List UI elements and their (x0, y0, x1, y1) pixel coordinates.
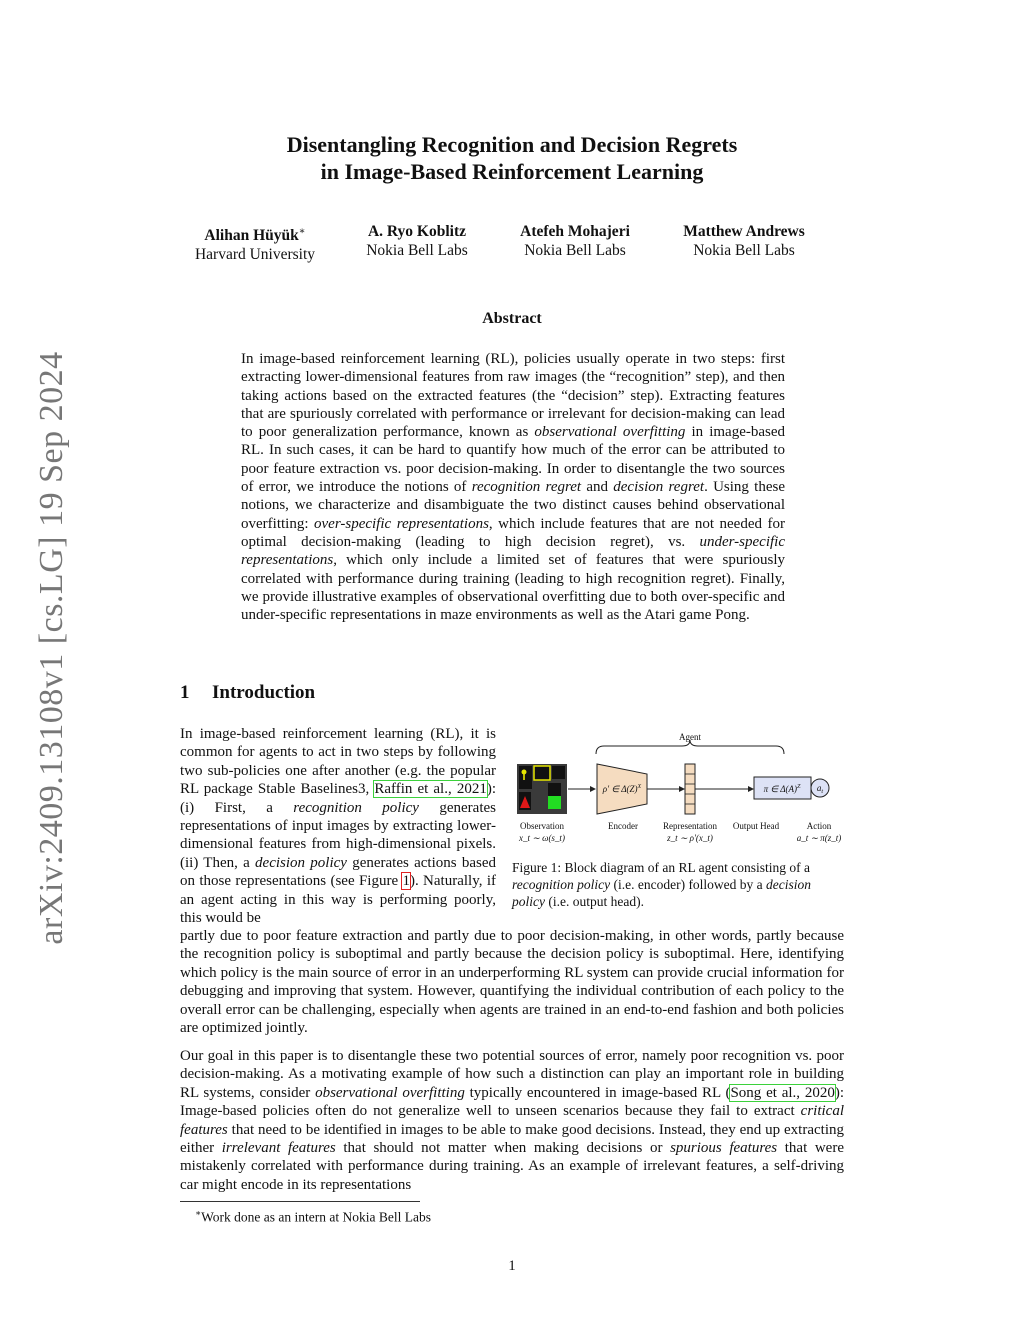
author-block-4 (666, 222, 822, 260)
label-observation: Observation (520, 821, 564, 831)
footnote-rule (180, 1201, 420, 1202)
citation-link[interactable]: Raffin et al., 2021 (374, 781, 487, 798)
citation-link[interactable]: Song et al., 2020 (730, 1084, 835, 1101)
author-affiliation: Nokia Bell Labs (366, 242, 468, 259)
author-name: Matthew Andrews (683, 223, 805, 240)
label-output-head: Output Head (732, 821, 780, 831)
footnote: ∗Work done as an intern at Nokia Bell Labs (195, 1208, 431, 1225)
intro-paragraph-2: Our goal in this paper is to disentangle these two potential sources of error, namely poor recognition vs. poor decision-making. As a motivating example of how such a distinction can play an important role in building RL systems, consider observational overfitting typically encountered in image-based RL (Song et al., 2020): Image-based policies often do not generalize well to unseen scenarios because they fail to extract critical features that need to be identified in images to be able to make good decisions. Instead, they end up extracting either irrelevant features that should not matter when making decisions or spurious features that were mistakenly correlated with performance during training. As an example of irrelevant features, a self-driving car might encode in its representations (180, 1048, 844, 1193)
author-name: Atefeh Mohajeri (520, 223, 630, 240)
sublabel-action: a_t ∼ π(z_t) (796, 833, 842, 843)
action-node-label: $a_t$ (816, 783, 824, 795)
page-number: 1 (508, 1258, 516, 1274)
section-heading (180, 682, 315, 704)
agent-brace (596, 740, 784, 754)
figure-1-caption: Figure 1: Block diagram of an RL agent consisting of a recognition policy (i.e. encoder) followed by a decision policy (i.e. output head). (512, 860, 812, 909)
author-block-3 (504, 222, 646, 260)
abstract-body: In image-based reinforcement learning (RL), policies usually operate in two steps: first extracting lower-dimensional features from raw images (the “recognition” step), and then taking actions based on the extracted features (the “decision” step). Extracting features that are spuriously correlated with performance or irrelevant for decision-making can lead to poor generalization performance, known as observational overfitting in image-based RL. In such cases, it can be hard to quantify how much of the error can be attributed to poor feature extraction vs. poor decision-making. In order to disentangle the two sources of error, we introduce the notions of recognition regret and decision regret. Using these notions, we characterize and disambiguate the two distinct causes behind observational overfitting: over-specific representations, which include features that are not needed for optimal decision-making (leading to high decision regret), vs. under-specific representations, which only include a limited set of features that were spuriously correlated with performance during training (leading to high recognition regret). Finally, we provide illustrative examples of observational overfitting due to both over-specific and under-specific representations in maze environments as well as the Atari game Pong. (241, 351, 785, 624)
title-line-2: in Image-Based Reinforcement Learning (320, 159, 704, 184)
intro-paragraph-1-continued: partly due to poor feature extraction and partly due to poor decision-making, in other words, partly because the recognition policy is suboptimal and partly because the decision policy is suboptimal. Here, identifying which policy is the main source of error in an underperforming RL system can provide crucial information for debugging and improving that system. However, quantifying the individual contribution of each policy to the overall error can be challenging, especially when agents are trained in an end-to-end fashion and both policies are optimized jointly. (180, 928, 844, 1037)
encoder-math: ρ′ ∈ $\Delta(Z)^X$ (602, 784, 642, 794)
author-affiliation: Nokia Bell Labs (693, 242, 795, 259)
arxiv-sidebar-stamp (33, 350, 70, 945)
intro-paragraph-1: In image-based reinforcement learning (RL), it is common for agents to act in two steps by following two sub-policies one after another (e.g. the popular RL package Stable Baselines3, Raffin et al., 2021): (i) First, a recognition policy generates representations of input images by extracting lower-dimensional features from high-dimensional pixels. (ii) Then, a decision policy generates actions based on those representations (see Figure 1). Naturally, if an agent acting in this way is performing poorly, this would be (180, 726, 496, 927)
observation-maze-image (517, 764, 567, 814)
title-line-1: Disentangling Recognition and Decision Regrets (286, 132, 738, 157)
figure-ref-link[interactable]: 1 (402, 873, 410, 890)
sublabel-observation: x_t ∼ ω(s_t) (519, 833, 565, 843)
sublabel-representation: z_t ∼ ρ′(x_t) (667, 833, 713, 843)
author-affiliation: Nokia Bell Labs (524, 242, 626, 259)
head-math: π ∈ $\Delta(A)^Z$ (763, 784, 801, 794)
label-representation: Representation (663, 821, 717, 831)
arxiv-id: arXiv:2409.13108v1 [cs.LG] 19 Sep 2024 (33, 350, 70, 945)
label-encoder: Encoder (608, 821, 638, 831)
abstract-heading: Abstract (482, 310, 542, 327)
author-block-1 (178, 222, 332, 264)
section-number: 1 (180, 682, 190, 703)
label-action: Action (806, 821, 832, 831)
block-diagram-svg (510, 728, 844, 850)
author-name: A. Ryo Koblitz (367, 223, 467, 240)
section-title: Introduction (212, 682, 316, 703)
author-name: Alihan Hüyük (204, 227, 299, 245)
representation-vector (685, 764, 695, 814)
author-affiliation: Harvard University (194, 246, 316, 264)
figure-1-block-diagram (510, 728, 844, 850)
agent-label: Agent (679, 732, 701, 742)
paper-title (180, 131, 844, 185)
author-block-2 (348, 222, 486, 260)
author-footnote-mark: ∗ (298, 226, 306, 237)
